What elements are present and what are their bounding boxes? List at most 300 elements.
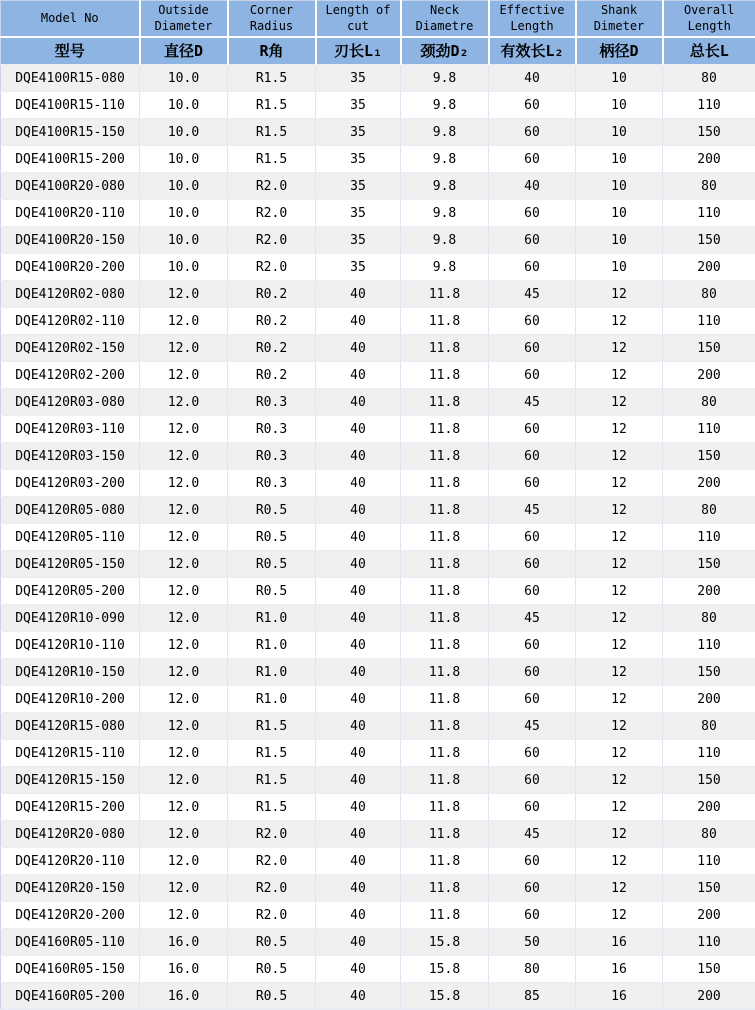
model-no-cell: DQE4100R15-150 [1, 119, 140, 146]
spec-value-cell: 40 [489, 173, 576, 200]
spec-value-cell: 110 [663, 848, 755, 875]
spec-value-cell: 12.0 [140, 335, 228, 362]
spec-value-cell: 150 [663, 956, 755, 983]
spec-value-cell: 40 [489, 65, 576, 92]
spec-value-cell: 60 [489, 875, 576, 902]
spec-value-cell: 11.8 [401, 308, 489, 335]
model-no-cell: DQE4100R20-150 [1, 227, 140, 254]
spec-value-cell: 110 [663, 92, 755, 119]
spec-value-cell: 50 [489, 929, 576, 956]
spec-value-cell: 12.0 [140, 308, 228, 335]
model-no-cell: DQE4100R15-110 [1, 92, 140, 119]
spec-value-cell: 12 [576, 497, 663, 524]
spec-value-cell: 40 [316, 983, 401, 1010]
table-row [1, 497, 755, 524]
model-no-cell: DQE4100R20-110 [1, 200, 140, 227]
spec-value-cell: 12 [576, 767, 663, 794]
spec-value-cell: 11.8 [401, 362, 489, 389]
spec-value-cell: 40 [316, 713, 401, 740]
spec-value-cell: 40 [316, 335, 401, 362]
spec-value-cell: 11.8 [401, 902, 489, 929]
model-no-cell: DQE4120R10-090 [1, 605, 140, 632]
table-row [1, 335, 755, 362]
spec-value-cell: 10.0 [140, 227, 228, 254]
spec-value-cell: 12 [576, 902, 663, 929]
model-no-cell: DQE4120R03-200 [1, 470, 140, 497]
spec-value-cell: R1.0 [228, 659, 316, 686]
spec-value-cell: 40 [316, 281, 401, 308]
col-header-zh-5: 有效长L₂ [489, 37, 576, 65]
table-row [1, 686, 755, 713]
spec-value-cell: 10.0 [140, 119, 228, 146]
spec-value-cell: 12 [576, 848, 663, 875]
spec-value-cell: R1.0 [228, 605, 316, 632]
spec-value-cell: 40 [316, 740, 401, 767]
spec-value-cell: R0.5 [228, 524, 316, 551]
spec-value-cell: R2.0 [228, 875, 316, 902]
spec-value-cell: 9.8 [401, 227, 489, 254]
spec-value-cell: 16 [576, 929, 663, 956]
spec-value-cell: 80 [663, 821, 755, 848]
spec-value-cell: 40 [316, 416, 401, 443]
spec-value-cell: 35 [316, 254, 401, 281]
spec-value-cell: 15.8 [401, 983, 489, 1010]
spec-value-cell: 12 [576, 632, 663, 659]
spec-value-cell: R1.5 [228, 92, 316, 119]
spec-value-cell: 10.0 [140, 65, 228, 92]
model-no-cell: DQE4100R15-200 [1, 146, 140, 173]
spec-value-cell: 12 [576, 794, 663, 821]
spec-value-cell: 10.0 [140, 146, 228, 173]
model-no-cell: DQE4120R05-110 [1, 524, 140, 551]
spec-value-cell: R1.5 [228, 740, 316, 767]
spec-value-cell: 80 [663, 173, 755, 200]
spec-value-cell: 11.8 [401, 497, 489, 524]
spec-value-cell: 200 [663, 146, 755, 173]
col-header-zh-3: 刃长L₁ [316, 37, 401, 65]
spec-value-cell: 12.0 [140, 551, 228, 578]
spec-value-cell: 40 [316, 524, 401, 551]
spec-value-cell: 12.0 [140, 497, 228, 524]
spec-value-cell: R0.5 [228, 929, 316, 956]
spec-value-cell: 60 [489, 740, 576, 767]
spec-value-cell: 12 [576, 740, 663, 767]
spec-value-cell: 60 [489, 767, 576, 794]
spec-value-cell: 35 [316, 173, 401, 200]
spec-value-cell: 110 [663, 632, 755, 659]
model-no-cell: DQE4120R15-110 [1, 740, 140, 767]
spec-value-cell: 12 [576, 578, 663, 605]
table-row [1, 119, 755, 146]
model-no-cell: DQE4160R05-110 [1, 929, 140, 956]
spec-value-cell: 11.8 [401, 524, 489, 551]
spec-value-cell: 11.8 [401, 605, 489, 632]
spec-value-cell: 10 [576, 146, 663, 173]
spec-value-cell: 11.8 [401, 821, 489, 848]
spec-value-cell: 60 [489, 227, 576, 254]
spec-value-cell: 12 [576, 524, 663, 551]
table-row [1, 551, 755, 578]
table-row [1, 713, 755, 740]
spec-value-cell: 12 [576, 470, 663, 497]
col-header-en-6: Shank Dimeter [576, 1, 663, 37]
model-no-cell: DQE4120R03-080 [1, 389, 140, 416]
spec-value-cell: 150 [663, 551, 755, 578]
spec-value-cell: 85 [489, 983, 576, 1010]
spec-value-cell: 12.0 [140, 281, 228, 308]
spec-value-cell: 80 [663, 605, 755, 632]
spec-value-cell: 11.8 [401, 335, 489, 362]
spec-value-cell: 40 [316, 578, 401, 605]
spec-value-cell: 11.8 [401, 686, 489, 713]
spec-value-cell: R0.2 [228, 362, 316, 389]
spec-value-cell: 40 [316, 605, 401, 632]
spec-value-cell: 16 [576, 956, 663, 983]
spec-value-cell: 10 [576, 92, 663, 119]
spec-value-cell: R1.5 [228, 119, 316, 146]
spec-value-cell: 10 [576, 119, 663, 146]
spec-value-cell: 12.0 [140, 821, 228, 848]
spec-value-cell: 10.0 [140, 200, 228, 227]
table-row [1, 659, 755, 686]
spec-value-cell: 9.8 [401, 146, 489, 173]
spec-value-cell: 45 [489, 821, 576, 848]
spec-value-cell: 12.0 [140, 659, 228, 686]
spec-value-cell: 11.8 [401, 875, 489, 902]
model-no-cell: DQE4120R15-150 [1, 767, 140, 794]
spec-value-cell: 40 [316, 875, 401, 902]
model-no-cell: DQE4120R15-200 [1, 794, 140, 821]
spec-value-cell: 16.0 [140, 956, 228, 983]
table-row [1, 794, 755, 821]
header-row-english [1, 1, 755, 37]
spec-value-cell: 9.8 [401, 65, 489, 92]
spec-value-cell: 200 [663, 470, 755, 497]
spec-value-cell: 40 [316, 443, 401, 470]
col-header-en-4: Neck Diametre [401, 1, 489, 37]
spec-value-cell: R0.3 [228, 470, 316, 497]
table-row [1, 389, 755, 416]
spec-value-cell: 60 [489, 578, 576, 605]
spec-value-cell: 12.0 [140, 632, 228, 659]
model-no-cell: DQE4160R05-200 [1, 983, 140, 1010]
spec-value-cell: 80 [663, 65, 755, 92]
col-header-zh-6: 柄径D [576, 37, 663, 65]
spec-value-cell: 11.8 [401, 848, 489, 875]
model-no-cell: DQE4120R10-200 [1, 686, 140, 713]
spec-value-cell: 12.0 [140, 524, 228, 551]
spec-value-cell: 150 [663, 443, 755, 470]
model-no-cell: DQE4120R05-080 [1, 497, 140, 524]
spec-value-cell: 80 [663, 497, 755, 524]
spec-value-cell: 60 [489, 686, 576, 713]
spec-value-cell: R1.0 [228, 632, 316, 659]
table-row [1, 983, 755, 1010]
spec-value-cell: 80 [663, 281, 755, 308]
spec-value-cell: 200 [663, 902, 755, 929]
spec-value-cell: 11.8 [401, 416, 489, 443]
spec-value-cell: R2.0 [228, 848, 316, 875]
spec-value-cell: 35 [316, 200, 401, 227]
table-row [1, 848, 755, 875]
spec-value-cell: 40 [316, 794, 401, 821]
spec-value-cell: 12.0 [140, 767, 228, 794]
spec-value-cell: 60 [489, 308, 576, 335]
spec-value-cell: 45 [489, 713, 576, 740]
model-no-cell: DQE4120R15-080 [1, 713, 140, 740]
spec-value-cell: 40 [316, 767, 401, 794]
spec-value-cell: 12 [576, 686, 663, 713]
spec-value-cell: R1.5 [228, 65, 316, 92]
spec-value-cell: 45 [489, 281, 576, 308]
table-row [1, 578, 755, 605]
spec-value-cell: 11.8 [401, 740, 489, 767]
table-body [1, 65, 755, 1010]
spec-value-cell: 15.8 [401, 956, 489, 983]
spec-value-cell: 60 [489, 470, 576, 497]
spec-value-cell: 12.0 [140, 443, 228, 470]
spec-value-cell: 10 [576, 65, 663, 92]
table-row [1, 173, 755, 200]
spec-value-cell: 60 [489, 200, 576, 227]
spec-value-cell: 40 [316, 956, 401, 983]
col-header-en-1: Outside Diameter [140, 1, 228, 37]
spec-value-cell: 35 [316, 65, 401, 92]
spec-value-cell: 40 [316, 551, 401, 578]
spec-value-cell: 150 [663, 335, 755, 362]
spec-value-cell: 40 [316, 470, 401, 497]
spec-value-cell: 200 [663, 254, 755, 281]
spec-value-cell: 45 [489, 605, 576, 632]
spec-value-cell: 110 [663, 200, 755, 227]
spec-value-cell: 12.0 [140, 794, 228, 821]
spec-value-cell: R0.2 [228, 308, 316, 335]
spec-value-cell: 60 [489, 362, 576, 389]
model-no-cell: DQE4160R05-150 [1, 956, 140, 983]
spec-value-cell: R0.2 [228, 335, 316, 362]
spec-value-cell: 12 [576, 713, 663, 740]
col-header-zh-4: 颈劲D₂ [401, 37, 489, 65]
spec-value-cell: 150 [663, 119, 755, 146]
table-row [1, 92, 755, 119]
spec-value-cell: 11.8 [401, 389, 489, 416]
spec-value-cell: 12 [576, 659, 663, 686]
spec-value-cell: 11.8 [401, 632, 489, 659]
spec-value-cell: 60 [489, 443, 576, 470]
spec-value-cell: 12.0 [140, 848, 228, 875]
table-row [1, 740, 755, 767]
table-row [1, 524, 755, 551]
model-no-cell: DQE4120R05-200 [1, 578, 140, 605]
spec-value-cell: R1.5 [228, 767, 316, 794]
table-row [1, 956, 755, 983]
model-no-cell: DQE4120R02-110 [1, 308, 140, 335]
spec-value-cell: 60 [489, 416, 576, 443]
spec-value-cell: 110 [663, 740, 755, 767]
spec-value-cell: 35 [316, 92, 401, 119]
spec-value-cell: R2.0 [228, 254, 316, 281]
spec-value-cell: 60 [489, 335, 576, 362]
spec-value-cell: R0.2 [228, 281, 316, 308]
spec-value-cell: 9.8 [401, 119, 489, 146]
col-header-en-0: Model No [1, 1, 140, 37]
spec-value-cell: 10 [576, 254, 663, 281]
table-row [1, 146, 755, 173]
spec-value-cell: 9.8 [401, 200, 489, 227]
table-row [1, 200, 755, 227]
spec-value-cell: R0.5 [228, 497, 316, 524]
model-no-cell: DQE4120R03-110 [1, 416, 140, 443]
spec-value-cell: R1.0 [228, 686, 316, 713]
spec-value-cell: 200 [663, 362, 755, 389]
spec-value-cell: 60 [489, 254, 576, 281]
spec-value-cell: 110 [663, 416, 755, 443]
spec-value-cell: 60 [489, 524, 576, 551]
spec-value-cell: 40 [316, 848, 401, 875]
model-no-cell: DQE4120R20-080 [1, 821, 140, 848]
spec-value-cell: 11.8 [401, 713, 489, 740]
model-no-cell: DQE4100R20-080 [1, 173, 140, 200]
spec-value-cell: 35 [316, 119, 401, 146]
model-no-cell: DQE4120R02-200 [1, 362, 140, 389]
spec-value-cell: 80 [663, 713, 755, 740]
spec-value-cell: 60 [489, 92, 576, 119]
table-header [1, 1, 755, 65]
spec-value-cell: 10.0 [140, 92, 228, 119]
spec-value-cell: 12.0 [140, 740, 228, 767]
spec-value-cell: 12 [576, 605, 663, 632]
table-row [1, 281, 755, 308]
spec-value-cell: 10.0 [140, 173, 228, 200]
spec-value-cell: 150 [663, 875, 755, 902]
spec-value-cell: 150 [663, 227, 755, 254]
table-row [1, 605, 755, 632]
spec-value-cell: R0.3 [228, 416, 316, 443]
spec-value-cell: 110 [663, 929, 755, 956]
spec-value-cell: 200 [663, 578, 755, 605]
spec-value-cell: 40 [316, 902, 401, 929]
spec-value-cell: 11.8 [401, 659, 489, 686]
model-no-cell: DQE4120R02-150 [1, 335, 140, 362]
col-header-en-7: Overall Length [663, 1, 755, 37]
spec-value-cell: R0.3 [228, 443, 316, 470]
spec-value-cell: 12 [576, 362, 663, 389]
spec-value-cell: 12.0 [140, 875, 228, 902]
spec-value-cell: 12 [576, 335, 663, 362]
model-no-cell: DQE4120R10-150 [1, 659, 140, 686]
spec-value-cell: 11.8 [401, 794, 489, 821]
spec-value-cell: 12 [576, 416, 663, 443]
spec-value-cell: 12.0 [140, 713, 228, 740]
spec-value-cell: 40 [316, 659, 401, 686]
spec-value-cell: 150 [663, 767, 755, 794]
spec-value-cell: 12.0 [140, 578, 228, 605]
spec-value-cell: 40 [316, 389, 401, 416]
spec-value-cell: 16 [576, 983, 663, 1010]
spec-value-cell: 40 [316, 362, 401, 389]
spec-value-cell: 12.0 [140, 389, 228, 416]
spec-value-cell: 10.0 [140, 254, 228, 281]
spec-value-cell: 12.0 [140, 605, 228, 632]
spec-value-cell: R1.5 [228, 146, 316, 173]
header-row-chinese [1, 37, 755, 65]
spec-value-cell: 80 [663, 389, 755, 416]
spec-value-cell: 40 [316, 686, 401, 713]
spec-value-cell: 45 [489, 497, 576, 524]
spec-value-cell: 12 [576, 551, 663, 578]
model-no-cell: DQE4120R20-110 [1, 848, 140, 875]
spec-value-cell: 15.8 [401, 929, 489, 956]
spec-value-cell: R2.0 [228, 821, 316, 848]
spec-value-cell: 12.0 [140, 686, 228, 713]
model-no-cell: DQE4120R10-110 [1, 632, 140, 659]
spec-value-cell: R2.0 [228, 173, 316, 200]
spec-value-cell: 200 [663, 983, 755, 1010]
spec-value-cell: 11.8 [401, 767, 489, 794]
spec-value-cell: 200 [663, 686, 755, 713]
table-row [1, 470, 755, 497]
spec-value-cell: 9.8 [401, 173, 489, 200]
table-row [1, 875, 755, 902]
spec-value-cell: 110 [663, 308, 755, 335]
spec-value-cell: R0.5 [228, 983, 316, 1010]
spec-value-cell: 9.8 [401, 92, 489, 119]
spec-value-cell: R0.5 [228, 551, 316, 578]
spec-value-cell: 10 [576, 173, 663, 200]
col-header-zh-2: R角 [228, 37, 316, 65]
spec-value-cell: R2.0 [228, 200, 316, 227]
spec-value-cell: 10 [576, 227, 663, 254]
spec-value-cell: 11.8 [401, 281, 489, 308]
spec-value-cell: 60 [489, 902, 576, 929]
spec-value-cell: 60 [489, 848, 576, 875]
spec-value-cell: 10 [576, 200, 663, 227]
spec-value-cell: 12 [576, 443, 663, 470]
spec-value-cell: 60 [489, 119, 576, 146]
col-header-en-3: Length of cut [316, 1, 401, 37]
spec-value-cell: R2.0 [228, 227, 316, 254]
model-no-cell: DQE4120R02-080 [1, 281, 140, 308]
spec-value-cell: 12 [576, 875, 663, 902]
spec-value-cell: 60 [489, 794, 576, 821]
spec-value-cell: 40 [316, 929, 401, 956]
spec-value-cell: 200 [663, 794, 755, 821]
model-no-cell: DQE4120R03-150 [1, 443, 140, 470]
spec-value-cell: 16.0 [140, 929, 228, 956]
spec-value-cell: 35 [316, 146, 401, 173]
table-row [1, 308, 755, 335]
model-no-cell: DQE4120R20-150 [1, 875, 140, 902]
spec-value-cell: 12 [576, 389, 663, 416]
spec-value-cell: 40 [316, 497, 401, 524]
spec-value-cell: 11.8 [401, 551, 489, 578]
spec-value-cell: 9.8 [401, 254, 489, 281]
spec-value-cell: 12 [576, 308, 663, 335]
col-header-zh-1: 直径D [140, 37, 228, 65]
model-no-cell: DQE4100R15-080 [1, 65, 140, 92]
spec-value-cell: 150 [663, 659, 755, 686]
spec-value-cell: 12.0 [140, 902, 228, 929]
spec-value-cell: 16.0 [140, 983, 228, 1010]
table-row [1, 362, 755, 389]
table-row [1, 767, 755, 794]
col-header-en-5: Effective Length [489, 1, 576, 37]
table-row [1, 254, 755, 281]
spec-value-cell: 60 [489, 659, 576, 686]
spec-value-cell: 60 [489, 146, 576, 173]
spec-value-cell: 12 [576, 821, 663, 848]
spec-value-cell: 40 [316, 308, 401, 335]
